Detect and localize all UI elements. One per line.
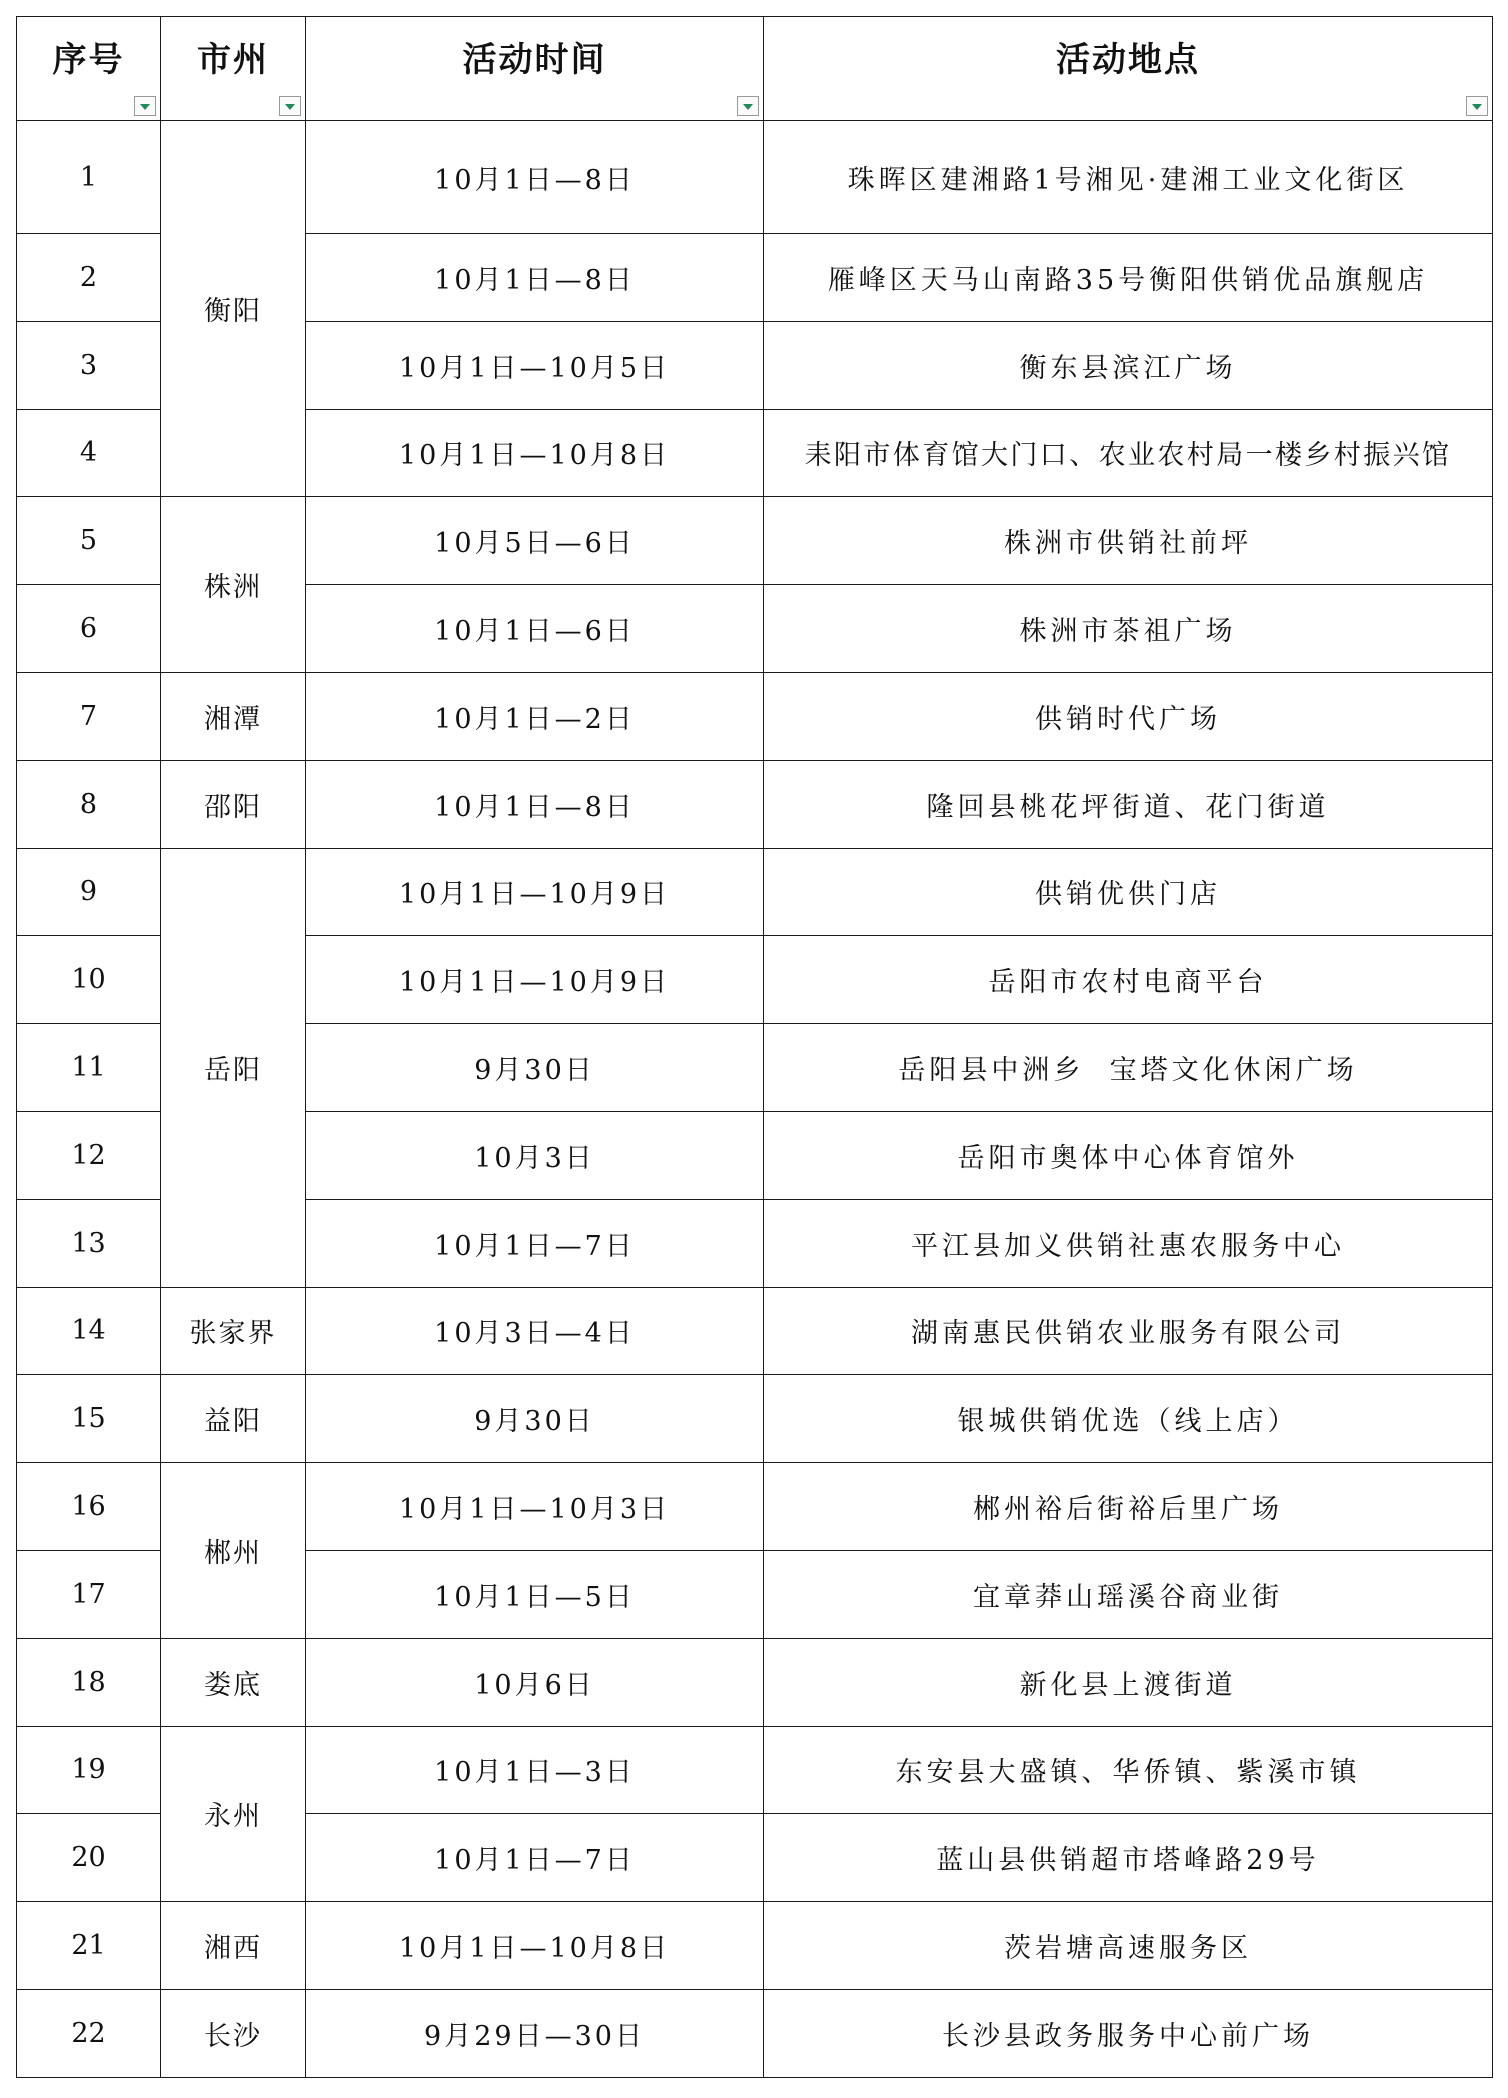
- cell-city: 长沙: [161, 1989, 306, 2077]
- cell-city: 湘西: [161, 1902, 306, 1990]
- cell-city: 郴州: [161, 1463, 306, 1639]
- cell-city: 益阳: [161, 1375, 306, 1463]
- cell-seq: 17: [17, 1550, 161, 1638]
- cell-seq: 16: [17, 1463, 161, 1551]
- cell-city: 娄底: [161, 1638, 306, 1726]
- cell-time: 10月1日—8日: [306, 760, 764, 848]
- cell-time: 10月3日: [306, 1111, 764, 1199]
- cell-location: 郴州裕后街裕后里广场: [764, 1463, 1493, 1551]
- filter-dropdown-icon[interactable]: [279, 96, 301, 116]
- cell-time: 9月30日: [306, 1375, 764, 1463]
- cell-city: 岳阳: [161, 848, 306, 1287]
- table-row: [17, 497, 1493, 585]
- cell-location: 供销优供门店: [764, 848, 1493, 936]
- cell-seq: 12: [17, 1111, 161, 1199]
- cell-city: 株洲: [161, 497, 306, 673]
- cell-seq: 11: [17, 1024, 161, 1112]
- cell-time: 10月1日—10月8日: [306, 409, 764, 497]
- cell-seq: 9: [17, 848, 161, 936]
- table-row: [17, 760, 1493, 848]
- cell-time: 10月1日—10月5日: [306, 321, 764, 409]
- cell-location: 岳阳市奥体中心体育馆外: [764, 1111, 1493, 1199]
- header-city: [161, 17, 306, 121]
- table-row: [17, 1902, 1493, 1990]
- cell-seq: 22: [17, 1989, 161, 2077]
- table-row: [17, 1463, 1493, 1551]
- cell-seq: 15: [17, 1375, 161, 1463]
- cell-time: 9月29日—30日: [306, 1989, 764, 2077]
- table-row: [17, 1989, 1493, 2077]
- cell-seq: 1: [17, 121, 161, 234]
- cell-seq: 4: [17, 409, 161, 497]
- cell-location: 银城供销优选（线上店）: [764, 1375, 1493, 1463]
- cell-time: 10月1日—10月9日: [306, 848, 764, 936]
- cell-time: 10月1日—10月9日: [306, 936, 764, 1024]
- cell-location: 株洲市茶祖广场: [764, 585, 1493, 673]
- cell-seq: 18: [17, 1638, 161, 1726]
- cell-location: 耒阳市体育馆大门口、农业农村局一楼乡村振兴馆: [764, 409, 1493, 497]
- cell-location: 衡东县滨江广场: [764, 321, 1493, 409]
- cell-seq: 3: [17, 321, 161, 409]
- filter-dropdown-icon[interactable]: [1466, 96, 1488, 116]
- header-location: [764, 17, 1493, 121]
- cell-location: 珠晖区建湘路1号湘见·建湘工业文化街区: [764, 121, 1493, 234]
- table-body: [17, 121, 1493, 2078]
- cell-location: 宜章莽山瑶溪谷商业街: [764, 1550, 1493, 1638]
- cell-time: 10月1日—2日: [306, 672, 764, 760]
- filter-dropdown-icon[interactable]: [134, 96, 156, 116]
- header-location-label: 活动地点: [1056, 40, 1200, 80]
- cell-location: 茨岩塘高速服务区: [764, 1902, 1493, 1990]
- cell-seq: 14: [17, 1287, 161, 1375]
- header-time-label: 活动时间: [462, 40, 607, 80]
- cell-city: 衡阳: [161, 121, 306, 497]
- cell-city: 张家界: [161, 1287, 306, 1375]
- cell-time: 10月1日—5日: [306, 1550, 764, 1638]
- table-row: [17, 1638, 1493, 1726]
- cell-time: 10月1日—10月3日: [306, 1463, 764, 1551]
- cell-city: 永州: [161, 1726, 306, 1902]
- cell-location: 供销时代广场: [764, 672, 1493, 760]
- cell-seq: 5: [17, 497, 161, 585]
- cell-location: 株洲市供销社前坪: [764, 497, 1493, 585]
- cell-time: 10月1日—10月8日: [306, 1902, 764, 1990]
- header-row: [17, 17, 1493, 121]
- cell-city: 湘潭: [161, 672, 306, 760]
- activity-table: [16, 16, 1493, 2078]
- cell-time: 10月5日—6日: [306, 497, 764, 585]
- cell-time: 9月30日: [306, 1024, 764, 1112]
- cell-time: 10月6日: [306, 1638, 764, 1726]
- header-seq: [17, 17, 161, 121]
- cell-location: 蓝山县供销超市塔峰路29号: [764, 1814, 1493, 1902]
- cell-location: 岳阳市农村电商平台: [764, 936, 1493, 1024]
- cell-location: 雁峰区天马山南路35号衡阳供销优品旗舰店: [764, 234, 1493, 322]
- cell-seq: 10: [17, 936, 161, 1024]
- table-row: [17, 1726, 1493, 1814]
- cell-seq: 13: [17, 1199, 161, 1287]
- table-row: [17, 848, 1493, 936]
- cell-location: 新化县上渡街道: [764, 1638, 1493, 1726]
- cell-time: 10月1日—8日: [306, 121, 764, 234]
- cell-time: 10月1日—3日: [306, 1726, 764, 1814]
- table-row: [17, 121, 1493, 234]
- cell-time: 10月1日—6日: [306, 585, 764, 673]
- cell-location: 平江县加义供销社惠农服务中心: [764, 1199, 1493, 1287]
- table-row: [17, 1375, 1493, 1463]
- cell-seq: 2: [17, 234, 161, 322]
- header-time: [306, 17, 764, 121]
- cell-seq: 21: [17, 1902, 161, 1990]
- header-seq-label: 序号: [52, 40, 125, 80]
- cell-location: 隆回县桃花坪街道、花门街道: [764, 760, 1493, 848]
- filter-dropdown-icon[interactable]: [737, 96, 759, 116]
- cell-location: 湖南惠民供销农业服务有限公司: [764, 1287, 1493, 1375]
- cell-seq: 7: [17, 672, 161, 760]
- header-city-label: 市州: [197, 40, 269, 80]
- table-row: [17, 1287, 1493, 1375]
- cell-location: 岳阳县中洲乡 宝塔文化休闲广场: [764, 1024, 1493, 1112]
- cell-seq: 20: [17, 1814, 161, 1902]
- cell-time: 10月1日—7日: [306, 1199, 764, 1287]
- cell-seq: 8: [17, 760, 161, 848]
- cell-seq: 19: [17, 1726, 161, 1814]
- cell-seq: 6: [17, 585, 161, 673]
- cell-time: 10月1日—8日: [306, 234, 764, 322]
- table-row: [17, 672, 1493, 760]
- cell-time: 10月3日—4日: [306, 1287, 764, 1375]
- cell-time: 10月1日—7日: [306, 1814, 764, 1902]
- cell-location: 东安县大盛镇、华侨镇、紫溪市镇: [764, 1726, 1493, 1814]
- cell-city: 邵阳: [161, 760, 306, 848]
- cell-location: 长沙县政务服务中心前广场: [764, 1989, 1493, 2077]
